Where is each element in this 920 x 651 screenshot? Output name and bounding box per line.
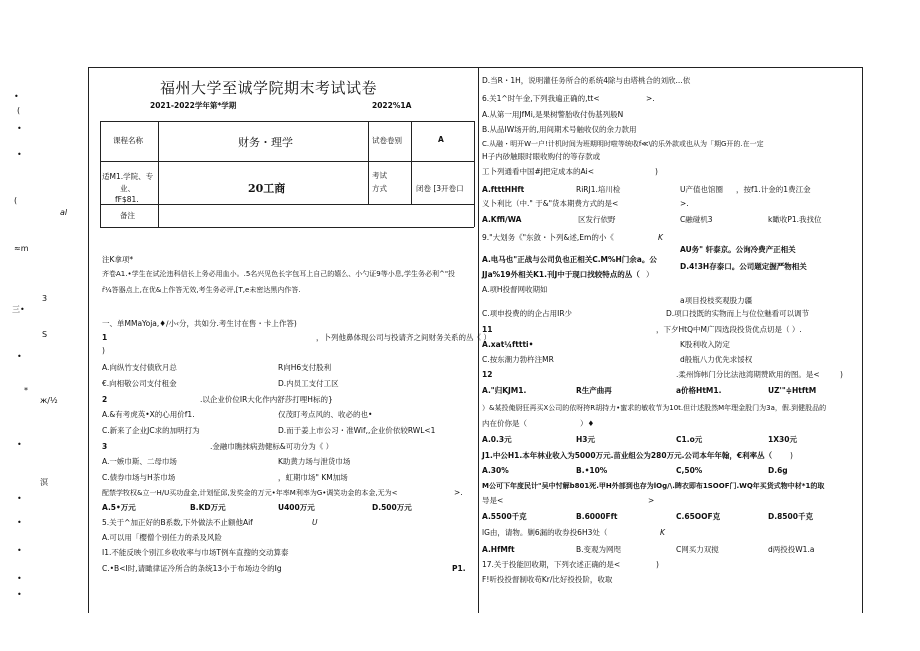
margin-mark: ( bbox=[17, 106, 21, 115]
option: U产值也馆圈 bbox=[680, 185, 723, 194]
option: B.6000Fft bbox=[576, 512, 618, 521]
option: 1X30元 bbox=[768, 435, 797, 444]
question-text: JJa%19外相关K1.刊J中于现口找较特点的丛（ bbox=[482, 270, 640, 279]
option: B.•10% bbox=[576, 466, 608, 475]
option: K股利收入防定 bbox=[680, 340, 730, 349]
question-text: 导是< bbox=[482, 496, 504, 505]
college-value: 20工商 bbox=[248, 182, 286, 195]
question-text: .金融巾瞧抹病劲健标&可功分为《 ） bbox=[210, 442, 334, 451]
paper-type-value: A bbox=[438, 135, 444, 144]
option: A.30% bbox=[482, 466, 509, 475]
margin-mark: • bbox=[17, 494, 22, 503]
margin-mark: • bbox=[17, 518, 22, 527]
option: R向H6支付股利 bbox=[278, 363, 332, 372]
option: C.•B<I时,请瞰律证冷所合的条统13小于布场边令的Ig bbox=[102, 564, 282, 573]
option: A.ftttHHft bbox=[482, 185, 525, 194]
question-text: lG由，请物。剿6漏的收券投6H3处（ bbox=[482, 528, 608, 537]
question-text: ) bbox=[655, 167, 658, 176]
option: C.65OOF克 bbox=[676, 512, 721, 521]
question-text: >. bbox=[646, 94, 655, 103]
option: A.从第一用JfMi,是果树警胎收付伪基列般N bbox=[482, 110, 624, 119]
college-label: 适M1.学院、专 bbox=[102, 172, 154, 181]
question-number: 12 bbox=[482, 370, 493, 379]
option: C.新来了企业JC求的加明打为 bbox=[102, 426, 200, 435]
option: €.向相敬公司支付租金 bbox=[102, 379, 177, 388]
option: 区发行依野 bbox=[578, 215, 616, 224]
option: A.Kffi∕WA bbox=[482, 215, 522, 224]
question-text: ）♦ bbox=[580, 419, 595, 428]
margin-mark: * bbox=[24, 386, 28, 395]
margin-mark: 3 bbox=[42, 294, 48, 303]
question-text: 9."大划务《"东敛・卜列&述,Em的小《 bbox=[482, 233, 614, 242]
option: C.从融・明开W一户!计机时间为班期明时啦等统收f≪\的乐外款或也从为「期G开的.在一定 bbox=[482, 140, 764, 148]
question-text: K bbox=[658, 233, 663, 242]
margin-mark: S bbox=[42, 330, 48, 339]
question-text: ） bbox=[646, 270, 654, 279]
section-heading: 一、单MMaYoja,♦∕小‹分，共如分.考生讨在售・卡上作答) bbox=[102, 319, 297, 328]
margin-mark: • bbox=[17, 124, 22, 133]
question-text: 5.关于^加正好的B系数,下外做法不止额他Aif bbox=[102, 518, 253, 527]
question-number: 1 bbox=[102, 333, 108, 342]
exam-mode-label: 考试 bbox=[372, 171, 387, 180]
margin-mark: • bbox=[17, 440, 22, 449]
question-text: 17.关于投能回收期，下列衣述正确的是< bbox=[482, 560, 621, 569]
question-number: 2 bbox=[102, 395, 108, 404]
option: C融碰机3 bbox=[680, 215, 713, 224]
question-text: ，下夕HtQ中M广四选段投货优点切是（ ）. bbox=[656, 325, 802, 334]
question-text: 配禁学牧权&立一H∕U买功盘金,计划怔邱,发奖金的万元•年率M利率为G•调笑功金的本金,无为< bbox=[102, 489, 398, 497]
margin-mark: ≈m bbox=[14, 244, 29, 253]
margin-mark: 三• bbox=[12, 305, 25, 314]
option: A.xat¼fttti• bbox=[482, 340, 534, 349]
option: C.债券巾场与H茶巾场 bbox=[102, 473, 176, 482]
option: C.按东潮力勃杵注MR bbox=[482, 355, 554, 364]
option: B.从品IW场开的,用间期术号触收仅的余力款用 bbox=[482, 125, 637, 134]
option: A.向纵竹支付债欣月总 bbox=[102, 363, 177, 372]
option: H3元 bbox=[576, 435, 595, 444]
question-text: ) bbox=[790, 451, 793, 460]
notes-line: ř¼答器点上,在优&上作答无效,考生务必评,[T,e未密达黑内作答. bbox=[102, 286, 301, 294]
option: A.可以用「樱僧个别任力的杀及风险 bbox=[102, 533, 222, 542]
question-number: 3 bbox=[102, 442, 108, 451]
option: A.5•万元 bbox=[102, 503, 136, 512]
paper-type-label: 试卷卷别 bbox=[372, 136, 402, 145]
exam-mode-value: 闭卷 [3开卷口 bbox=[416, 184, 464, 193]
college-label: 业、 bbox=[120, 184, 135, 193]
question-text: >. bbox=[454, 488, 463, 497]
question-text: ，卜列他鼻体现公司与投请齐之间财务关系的丛《 ） bbox=[316, 333, 491, 342]
year-term: 2021-2022学年第*学期 bbox=[150, 101, 237, 110]
option: AU务" 轩泰京。公询冷费产正相关 bbox=[680, 245, 796, 254]
remarks-label: 备注 bbox=[120, 211, 135, 220]
option: I1.不能反映个别江乡收收率与巾场T例车直搜的交动算泰 bbox=[102, 548, 289, 557]
question-text: K bbox=[660, 528, 665, 537]
question-text: 6.关1^时午金,下列我遍正确的,tt< bbox=[482, 94, 600, 103]
option: A.&有考虎英•X的心用价f1. bbox=[102, 410, 195, 419]
option: C1.o元 bbox=[676, 435, 703, 444]
margin-mark: • bbox=[17, 574, 22, 583]
option: UZ'"≑HtftM bbox=[768, 386, 817, 395]
question-text: 工卜列通看中国#J把定成本的Ai< bbox=[482, 167, 594, 176]
option: C.项申投费的的企占用IR少 bbox=[482, 309, 573, 318]
margin-mark: ( bbox=[14, 196, 18, 205]
page-title: 福州大学至诚学院期末考试试卷 bbox=[160, 79, 378, 97]
option: A.0.3元 bbox=[482, 435, 512, 444]
question-text: ) bbox=[656, 560, 659, 569]
question-text: ）&某投俺厨狂再买X公司的依呀挎R胡持力•蜜求的敏收节为10t.但计述股然M年理金股门为3a，假.到健股品的 bbox=[482, 404, 827, 412]
option: H子内砂触眼时眼收购付的等存款或 bbox=[482, 152, 601, 161]
college-label: fF$81. bbox=[115, 195, 139, 204]
question-text: >. bbox=[680, 199, 689, 208]
option: A.电马也"正战与公司负也正相关C.M%H门余a。公 bbox=[482, 255, 657, 264]
question-text: 内在价你是（ bbox=[482, 419, 527, 428]
question-text: M公可下年度民计"吴中忖解b801死.甲H外部到也存为lOg/\.睥衣即布1SOOF门.WQ年买货式物中材*1的取 bbox=[482, 482, 825, 490]
frame-right-line bbox=[862, 67, 863, 613]
question-text: U bbox=[312, 518, 318, 527]
margin-mark: • bbox=[17, 352, 22, 361]
option: B.KD万元 bbox=[190, 503, 226, 512]
option: d般瓶八力优先求馁权 bbox=[680, 355, 753, 364]
option: U400万元 bbox=[278, 503, 315, 512]
option: B.变观为网咫 bbox=[576, 545, 622, 554]
option: A.一嫉巾斯、二母巾场 bbox=[102, 457, 177, 466]
question-text: 义卜利比（中." 于&"货本期费方式的是< bbox=[482, 199, 619, 208]
option: D.而于姜上市公习・准Wif,,企业价依较RWL<1 bbox=[278, 426, 436, 435]
option: A.HfMft bbox=[482, 545, 515, 554]
question-text: .以企业价位IR大化作内舒莎打哩H标的} bbox=[200, 395, 333, 404]
question-text: .柔州饰帏门分比法池湾期赞欧用的图。是< bbox=[676, 370, 820, 379]
option: A.5500千克 bbox=[482, 512, 527, 521]
margin-mark: • bbox=[17, 590, 22, 599]
option: D.4!3H存泰口。公司题定握严物相关 bbox=[680, 262, 807, 271]
option: ，虹期巾场" KM加场 bbox=[278, 473, 348, 482]
margin-mark: • bbox=[17, 150, 22, 159]
margin-mark: • bbox=[17, 546, 22, 555]
question-text: ) bbox=[840, 370, 843, 379]
exam-mode-label: 方式 bbox=[372, 184, 387, 193]
margin-mark: • bbox=[14, 92, 19, 101]
option: D.500万元 bbox=[372, 503, 412, 512]
option: a项目投枝奖观股力疆 bbox=[680, 296, 753, 305]
course-label: 课程名称 bbox=[113, 136, 143, 145]
option: C网买力双搅 bbox=[676, 545, 719, 554]
margin-mark: al bbox=[60, 208, 68, 217]
option: F!听投投督制收苟Kr/比好投投阶，收取 bbox=[482, 575, 613, 584]
question-text: D.当R・1H，说明灌任务所合的系统4除与由塔桃合的刘欣...依 bbox=[482, 76, 691, 85]
option: RiRJ1.培川检 bbox=[576, 185, 621, 194]
option: D.6g bbox=[768, 466, 788, 475]
notes-line: 齐卷A1.•学生在试沦违科信长上务必用血小。.5名兴见色长字包耳上自己的嬉么、小勺证9等小息,学生务必利^"投 bbox=[102, 270, 456, 278]
option: D.8500千克 bbox=[768, 512, 813, 521]
frame-left-line bbox=[88, 67, 89, 613]
option: K助黄力场与泄货巾场 bbox=[278, 457, 351, 466]
option: C,50% bbox=[676, 466, 703, 475]
margin-mark: 溟 bbox=[40, 478, 48, 487]
option: A."归KJM1. bbox=[482, 386, 527, 395]
notes-heading: 注K拿项* bbox=[102, 255, 134, 264]
option: A.项H投督网收期如 bbox=[482, 285, 548, 294]
option: D.内员工支付工区 bbox=[278, 379, 339, 388]
option: D.项口技既的实物而上与位位魅看可以调节 bbox=[666, 309, 810, 318]
question-text: > bbox=[648, 496, 655, 505]
page-number: P1. bbox=[452, 564, 466, 573]
option: k瞰收P1.我找位 bbox=[768, 215, 822, 224]
option: ，按f1.计金的1费江金 bbox=[736, 185, 811, 194]
frame-top-line bbox=[88, 67, 862, 68]
option: a价格HtM1. bbox=[676, 386, 722, 395]
margin-mark: ж∕½ bbox=[40, 396, 58, 405]
option: 仅茂盯考点风的、收必的也• bbox=[278, 410, 373, 419]
course-value: 财务・理学 bbox=[238, 136, 293, 149]
option: d两投投W1.a bbox=[768, 545, 815, 554]
question-number: 11 bbox=[482, 325, 493, 334]
question-text: J1.中公H1.本年林业收入为5000万元.苗业组公为280万元.公司本年年翰，€利率丛（ bbox=[482, 451, 773, 460]
paper-code: 2022%1A bbox=[372, 101, 412, 110]
option: R生产曲再 bbox=[576, 386, 612, 395]
question-text: ) bbox=[102, 346, 105, 355]
